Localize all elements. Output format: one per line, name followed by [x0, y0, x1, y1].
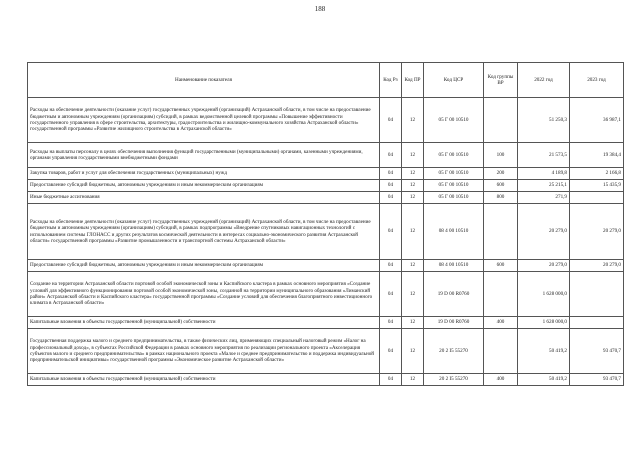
cell-pr: 12	[402, 272, 424, 317]
header-pr: Код ПР	[402, 63, 424, 98]
cell-y2022: 20 279,0	[518, 204, 570, 260]
cell-y2022: 1 628 000,0	[518, 317, 570, 329]
cell-vr: 200	[484, 168, 518, 180]
cell-y2022: 271,9	[518, 192, 570, 204]
table-row	[28, 192, 624, 204]
cell-csr: 20 2 I5 55270	[424, 374, 484, 386]
cell-name: Предоставление субсидий бюджетным, автономным учреждениям и иным некоммерческим организациям	[28, 180, 380, 192]
cell-rz: 04	[380, 180, 402, 192]
cell-y2023: 20 279,0	[570, 260, 624, 272]
table-row	[28, 329, 624, 374]
table-row	[28, 374, 624, 386]
cell-y2022: 50 419,2	[518, 374, 570, 386]
table-row	[28, 168, 624, 180]
cell-vr	[484, 272, 518, 317]
cell-y2022: 4 189,8	[518, 168, 570, 180]
cell-pr: 12	[402, 260, 424, 272]
cell-name: Иные бюджетные ассигнования	[28, 192, 380, 204]
cell-rz: 04	[380, 272, 402, 317]
cell-csr: 05 Г 00 10510	[424, 192, 484, 204]
cell-pr: 12	[402, 180, 424, 192]
cell-csr: 05 Г 00 10510	[424, 143, 484, 168]
cell-csr: 05 Г 00 10510	[424, 168, 484, 180]
cell-vr	[484, 98, 518, 143]
cell-y2023: 93 470,7	[570, 374, 624, 386]
cell-y2022: 25 215,1	[518, 180, 570, 192]
table-row	[28, 317, 624, 329]
table-body	[28, 98, 624, 386]
cell-y2022: 51 250,3	[518, 98, 570, 143]
cell-pr: 12	[402, 374, 424, 386]
cell-name: Предоставление субсидий бюджетным, автономным учреждениям и иным некоммерческим организациям	[28, 260, 380, 272]
cell-csr: 20 2 I5 55270	[424, 329, 484, 374]
header-2023: 2023 год	[570, 63, 624, 98]
cell-pr: 12	[402, 317, 424, 329]
cell-y2023	[570, 317, 624, 329]
table-row	[28, 260, 624, 272]
cell-y2022: 20 279,0	[518, 260, 570, 272]
cell-csr: 08 4 00 10510	[424, 260, 484, 272]
cell-name: Капитальные вложения в объекты государственной (муниципальной) собственности	[28, 374, 380, 386]
cell-pr: 12	[402, 168, 424, 180]
cell-csr: 05 Г 00 10510	[424, 180, 484, 192]
cell-y2023: 93 470,7	[570, 329, 624, 374]
cell-y2023: 36 987,1	[570, 98, 624, 143]
cell-pr: 12	[402, 329, 424, 374]
cell-name: Расходы на выплаты персоналу в целях обеспечения выполнения функций государственными (муниципальными) органами, казенными учреждениями, органами управления государственными внебюджетными фондами	[28, 143, 380, 168]
cell-vr: 400	[484, 317, 518, 329]
cell-rz: 04	[380, 168, 402, 180]
cell-pr: 12	[402, 98, 424, 143]
header-2022: 2022 год	[518, 63, 570, 98]
cell-y2023	[570, 272, 624, 317]
cell-vr	[484, 204, 518, 260]
cell-y2023: 19 384,4	[570, 143, 624, 168]
cell-y2023	[570, 192, 624, 204]
cell-y2022: 50 419,2	[518, 329, 570, 374]
budget-table	[27, 62, 624, 386]
cell-name: Государственная поддержка малого и среднего предпринимательства, в также физических лиц, применяющих специальный налоговый режим «Налог на профессиональный доход», в субъектах Российской Федерации в рамках основного мероприятия по реализации регионального проекта «Акселерация субъектов малого и среднего предпринимательства» в рамках национального проекта «Малое и среднее предпринимательство и поддержка индивидуальной предпринимательской инициативы» государственной программы «Экономическое развитие Астраханской области»	[28, 329, 380, 374]
cell-pr: 12	[402, 204, 424, 260]
cell-csr: 05 Г 00 10510	[424, 98, 484, 143]
cell-vr: 100	[484, 143, 518, 168]
cell-rz: 04	[380, 317, 402, 329]
cell-y2023: 15 435,9	[570, 180, 624, 192]
cell-csr: 19 D 00 R0760	[424, 317, 484, 329]
cell-csr: 08 4 00 10510	[424, 204, 484, 260]
cell-name: Капитальные вложения в объекты государственной (муниципальной) собственности	[28, 317, 380, 329]
cell-vr: 800	[484, 192, 518, 204]
cell-vr: 400	[484, 374, 518, 386]
cell-rz: 04	[380, 204, 402, 260]
cell-rz: 04	[380, 98, 402, 143]
page-number: 188	[314, 5, 326, 13]
cell-rz: 04	[380, 374, 402, 386]
cell-name: Расходы на обеспечение деятельности (оказание услуг) государственных учреждений (организаций) Астраханской области, в том числе на предоставление бюджетным и автономным учреждениям (организациям) субсидий, в рамках подпрограммы «Внедрение спутниковых навигационных технологий с использованием системы ГЛОНАСС и других результатов космической деятельности в интересах социально-экономического развития Астраханской области» государственной программы «Развитие промышленности и транспортной системы Астраханской области»	[28, 204, 380, 260]
cell-name: Закупка товаров, работ и услуг для обеспечения государственных (муниципальных) нужд	[28, 168, 380, 180]
cell-y2022: 1 628 000,0	[518, 272, 570, 317]
cell-y2023: 20 279,0	[570, 204, 624, 260]
cell-name: Создание на территории Астраханской области портовой особой экономической зоны и Каспийского кластера в рамках основного мероприятия «Создание условий для эффективного функционирования портовой особой экономической зоны, созданной на территории муниципального образования «Лиманский район» Астраханской области и Каспийского кластера» государственной программы «Создание условий для обеспечения благоприятного инвестиционного климата в Астраханской области»	[28, 272, 380, 317]
cell-vr: 600	[484, 180, 518, 192]
cell-name: Расходы на обеспечение деятельности (оказание услуг) государственных учреждений (организаций) Астраханской области, в том числе на предоставление бюджетным и автономным учреждениям (организациям) субсидий, в рамках ведомственной целевой программы «Повышение эффективности государственного управления в сфере строительства, архитектуры, градостроительства и жилищно-коммунального хозяйства Астраханской области» государственной программы «Развитие жилищного строительства в Астраханской области»	[28, 98, 380, 143]
header-vr: Код группы ВР	[484, 63, 518, 98]
cell-pr: 12	[402, 143, 424, 168]
header-name: Наименование показателя	[28, 63, 380, 98]
header-csr: Код ЦСР	[424, 63, 484, 98]
cell-rz: 04	[380, 260, 402, 272]
cell-csr: 19 D 00 R0760	[424, 272, 484, 317]
table-row	[28, 272, 624, 317]
cell-vr: 600	[484, 260, 518, 272]
header-rz: Код Рз	[380, 63, 402, 98]
table-row	[28, 98, 624, 143]
table-row	[28, 143, 624, 168]
table-row	[28, 180, 624, 192]
cell-rz: 04	[380, 329, 402, 374]
cell-rz: 04	[380, 192, 402, 204]
cell-rz: 04	[380, 143, 402, 168]
table-row	[28, 204, 624, 260]
cell-pr: 12	[402, 192, 424, 204]
cell-y2023: 2 166,8	[570, 168, 624, 180]
cell-vr	[484, 329, 518, 374]
table-header-row	[28, 63, 624, 98]
cell-y2022: 21 573,5	[518, 143, 570, 168]
